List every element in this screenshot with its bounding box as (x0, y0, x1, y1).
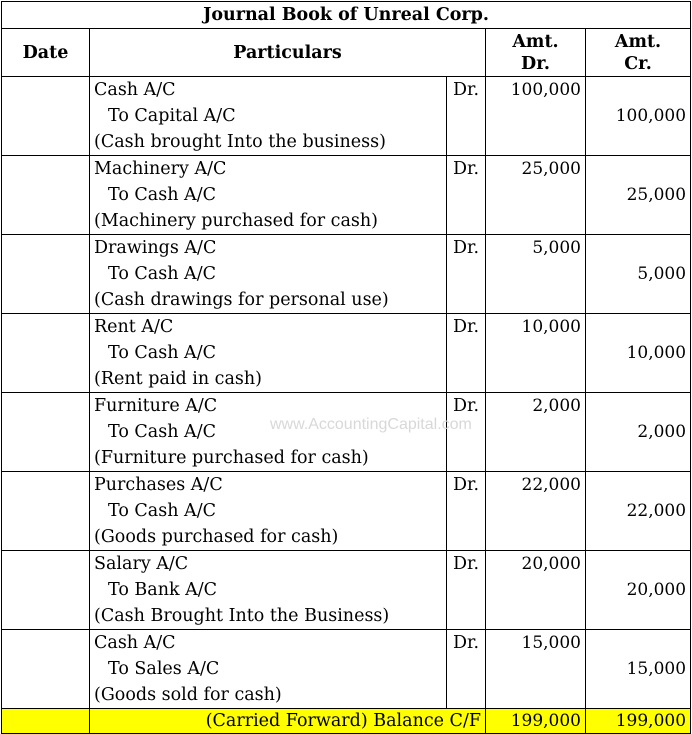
entry-dr-amount: 2,000 (532, 396, 581, 416)
entry-date-cell (2, 156, 90, 235)
narration: (Cash brought Into the business) (94, 132, 386, 152)
entry-particulars (90, 77, 447, 156)
debit-account: Salary A/C (94, 554, 189, 574)
narration: (Furniture purchased for cash) (94, 448, 369, 468)
entry-dr-cell (486, 630, 586, 709)
dr-tag: Dr. (452, 238, 480, 258)
entry-date-cell (2, 472, 90, 551)
entry-date-cell (2, 393, 90, 472)
dr-tag: Dr. (452, 396, 480, 416)
credit-account: To Cash A/C (108, 185, 216, 205)
narration: (Rent paid in cash) (94, 369, 262, 389)
narration: (Goods sold for cash) (94, 685, 282, 705)
entry-cr-cell (586, 472, 691, 551)
debit-account: Cash A/C (94, 80, 176, 100)
journal-entry-row (2, 551, 691, 630)
amt-cr-header (586, 29, 691, 77)
entry-particulars (90, 314, 447, 393)
entry-cr-amount: 5,000 (637, 264, 687, 284)
dr-tag-cell (447, 314, 486, 393)
amt-dr-header-line1: Amt. (512, 31, 559, 52)
entry-particulars (90, 235, 447, 314)
debit-account: Machinery A/C (94, 159, 227, 179)
total-cr: 199,000 (586, 709, 691, 734)
entry-date-cell (2, 551, 90, 630)
entry-date-cell (2, 314, 90, 393)
watermark-text: www.AccountingCapital.com (270, 416, 472, 433)
dr-tag-cell (447, 630, 486, 709)
credit-account: To Cash A/C (108, 422, 216, 442)
dr-tag: Dr. (452, 475, 480, 495)
credit-account: To Sales A/C (108, 659, 220, 679)
entry-date-cell (2, 630, 90, 709)
entry-particulars (90, 156, 447, 235)
entry-dr-cell (486, 314, 586, 393)
dr-tag-cell (447, 393, 486, 472)
entry-dr-cell (486, 235, 586, 314)
debit-account: Furniture A/C (94, 396, 218, 416)
particulars-header: Particulars (90, 29, 486, 77)
journal-entry-row (2, 630, 691, 709)
entry-dr-amount: 25,000 (521, 159, 581, 179)
entry-dr-amount: 10,000 (521, 317, 581, 337)
entry-cr-cell (586, 314, 691, 393)
credit-account: To Cash A/C (108, 264, 216, 284)
credit-account: To Bank A/C (108, 580, 218, 600)
narration: (Cash Brought Into the Business) (94, 606, 390, 626)
entry-cr-amount: 25,000 (626, 185, 687, 205)
entry-dr-cell (486, 156, 586, 235)
dr-tag-cell (447, 472, 486, 551)
entry-cr-amount: 15,000 (626, 659, 687, 679)
journal-entry-row (2, 77, 691, 156)
dr-tag: Dr. (452, 633, 480, 653)
journal-entry-row (2, 156, 691, 235)
entry-date-cell (2, 77, 90, 156)
dr-tag-cell (447, 77, 486, 156)
entry-dr-amount: 5,000 (532, 238, 581, 258)
entry-cr-cell (586, 235, 691, 314)
entry-dr-cell (486, 472, 586, 551)
dr-tag-cell (447, 235, 486, 314)
entry-dr-cell (486, 77, 586, 156)
entry-cr-cell (586, 393, 691, 472)
entry-cr-amount: 22,000 (626, 501, 687, 521)
entry-dr-cell (486, 551, 586, 630)
debit-account: Cash A/C (94, 633, 176, 653)
amt-cr-header-line2: Cr. (624, 53, 652, 74)
entry-particulars (90, 551, 447, 630)
dr-tag-cell (447, 156, 486, 235)
header-row (2, 29, 691, 77)
entry-cr-amount: 100,000 (615, 106, 687, 126)
amt-dr-header (486, 29, 586, 77)
entry-date-cell (2, 235, 90, 314)
dr-tag: Dr. (452, 159, 480, 179)
journal-entry-row (2, 393, 691, 472)
entry-dr-amount: 100,000 (510, 80, 581, 100)
entry-cr-amount: 10,000 (626, 343, 687, 363)
date-header: Date (2, 29, 90, 77)
entry-dr-cell (486, 393, 586, 472)
amt-dr-header-line2: Dr. (521, 53, 550, 74)
entry-dr-amount: 20,000 (521, 554, 581, 574)
entry-dr-amount: 15,000 (521, 633, 581, 653)
total-date-cell (2, 709, 90, 734)
journal-entry-row (2, 235, 691, 314)
amt-cr-header-line1: Amt. (614, 31, 662, 52)
journal-title: Journal Book of Unreal Corp. (2, 2, 691, 29)
entry-cr-cell (586, 551, 691, 630)
narration: (Cash drawings for personal use) (94, 290, 389, 310)
entry-cr-cell (586, 156, 691, 235)
dr-tag: Dr. (452, 554, 480, 574)
entry-dr-amount: 22,000 (521, 475, 581, 495)
entry-cr-cell (586, 630, 691, 709)
journal-entry-row (2, 472, 691, 551)
debit-account: Purchases A/C (94, 475, 223, 495)
credit-account: To Cash A/C (108, 343, 216, 363)
debit-account: Drawings A/C (94, 238, 217, 258)
entry-particulars (90, 393, 447, 472)
entry-particulars (90, 472, 447, 551)
dr-tag-cell (447, 551, 486, 630)
dr-tag: Dr. (452, 80, 480, 100)
total-row (2, 709, 691, 734)
entries-body (2, 77, 691, 709)
total-dr: 199,000 (486, 709, 586, 734)
entry-cr-cell (586, 77, 691, 156)
debit-account: Rent A/C (94, 317, 174, 337)
entry-particulars (90, 630, 447, 709)
journal-entry-row (2, 314, 691, 393)
entry-cr-amount: 2,000 (637, 422, 687, 442)
journal-table (1, 1, 691, 734)
dr-tag: Dr. (452, 317, 480, 337)
entry-cr-amount: 20,000 (626, 580, 687, 600)
narration: (Goods purchased for cash) (94, 527, 339, 547)
credit-account: To Cash A/C (108, 501, 216, 521)
credit-account: To Capital A/C (108, 106, 236, 126)
narration: (Machinery purchased for cash) (94, 211, 378, 231)
total-label: (Carried Forward) Balance C/F (90, 709, 486, 734)
